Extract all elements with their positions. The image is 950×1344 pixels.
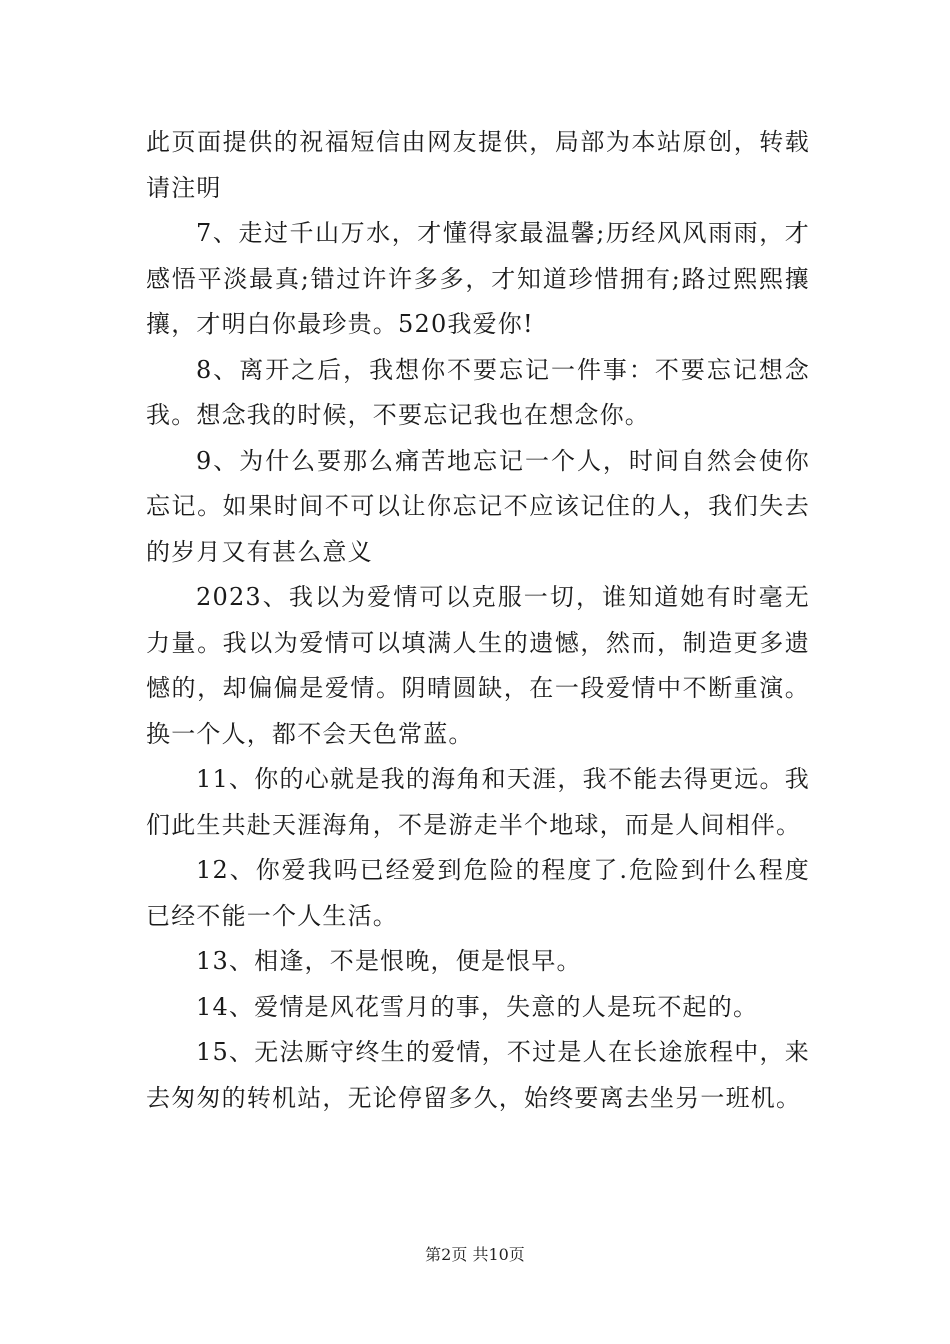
paragraph-11: 11、你的心就是我的海角和天涯，我不能去得更远。我们此生共赴天涯海角，不是游走半个地球，而是人间相伴。	[146, 765, 810, 839]
document-body	[146, 120, 810, 1121]
paragraph-7: 7、走过千山万水，才懂得家最温馨;历经风风雨雨，才感悟平淡最真;错过许许多多，才知道珍惜拥有;路过熙熙攘攘，才明白你最珍贵。520我爱你!	[146, 219, 810, 338]
paragraph-15: 15、无法厮守终生的爱情，不过是人在长途旅程中，来去匆匆的转机站，无论停留多久，始终要离去坐另一班机。	[146, 1038, 810, 1112]
paragraph-14: 14、爱情是风花雪月的事，失意的人是玩不起的。	[196, 992, 759, 1021]
page-footer: 第2页 共10页	[425, 1245, 525, 1264]
paragraph-9: 9、为什么要那么痛苦地忘记一个人，时间自然会使你忘记。如果时间不可以让你忘记不应该记住的人，我们失去的岁月又有甚么意义	[146, 446, 810, 566]
paragraph-2023: 2023、我以为爱情可以克服一切，谁知道她有时毫无力量。我以为爱情可以填满人生的遗憾，然而，制造更多遗憾的，却偏偏是爱情。阴晴圆缺，在一段爱情中不断重演。换一个人，都不会天色常蓝。	[146, 583, 810, 748]
paragraph-13: 13、相逢，不是恨晚，便是恨早。	[196, 947, 582, 975]
paragraph-intro: 此页面提供的祝福短信由网友提供，局部为本站原创，转载请注明	[146, 128, 810, 202]
paragraph-8: 8、离开之后，我想你不要忘记一件事：不要忘记想念我。想念我的时候，不要忘记我也在想念你。	[146, 355, 810, 429]
paragraph-12: 12、你爱我吗已经爱到危险的程度了.危险到什么程度已经不能一个人生活。	[146, 856, 810, 930]
